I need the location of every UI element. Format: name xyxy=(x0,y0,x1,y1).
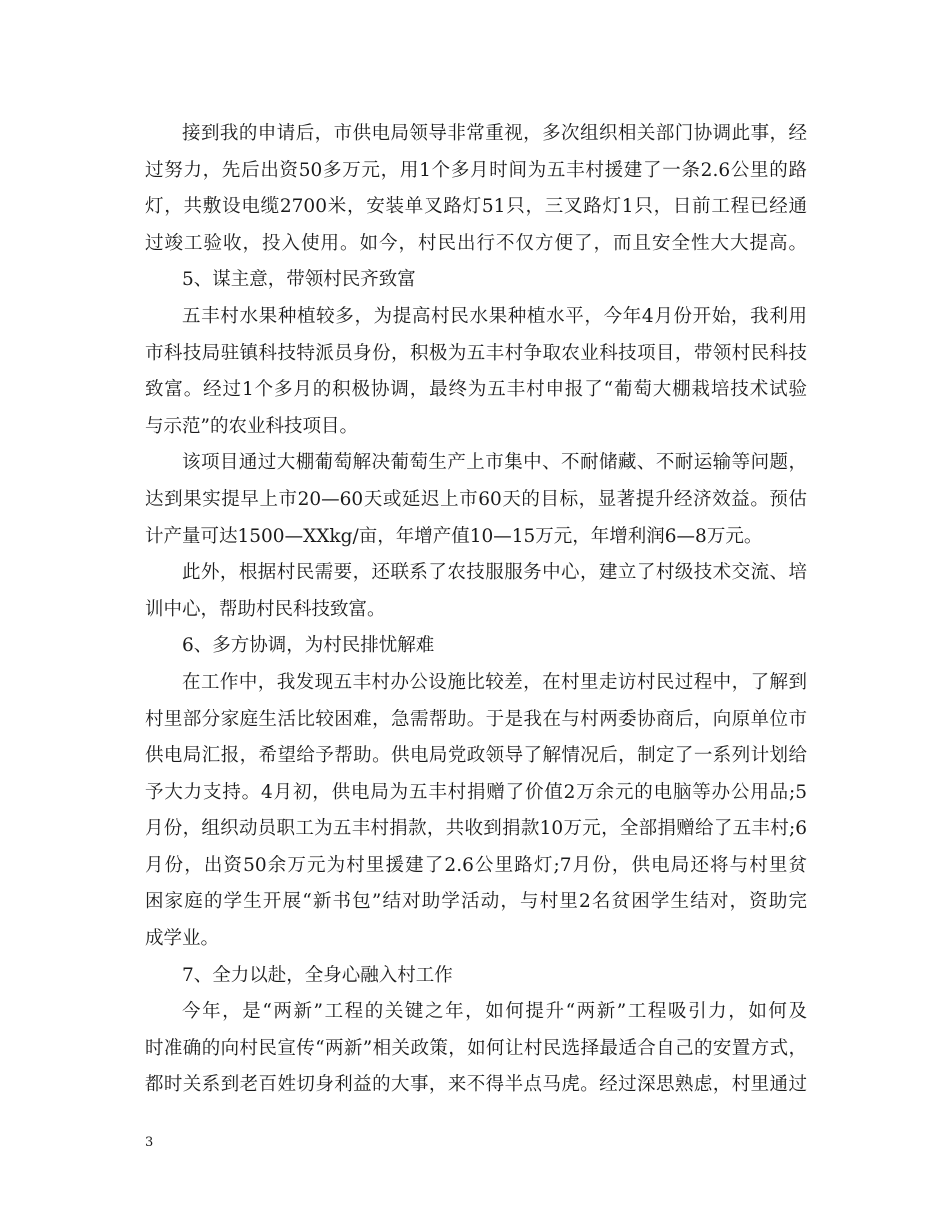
text-line: 今年，是“两新”工程的关键之年，如何提升“两新”工程吸引力，如何及 xyxy=(182,1001,807,1023)
text-line: 市科技局驻镇科技特派员身份，积极为五丰村争取农业科技项目，带领村民科技 xyxy=(145,342,807,364)
text-line: 接到我的申请后，市供电局领导非常重视，多次组织相关部门协调此事，经 xyxy=(182,123,807,144)
page-number: 3 xyxy=(145,1135,154,1150)
text-line: 成学业。 xyxy=(145,928,220,950)
text-line: 致富。经过1个多月的积极协调，最终为五丰村申报了“葡萄大棚栽培技术试验 xyxy=(145,379,807,401)
text-line: 予大力支持。4月初，供电局为五丰村捐赠了价值2万余元的电脑等办公用品;5 xyxy=(145,781,807,803)
text-line: 村里部分家庭生活比较困难，急需帮助。于是我在与村两委协商后，向原单位市 xyxy=(145,708,807,730)
text-line: 达到果实提早上市20—60天或延迟上市60天的目标，显著提升经济效益。预估 xyxy=(145,488,807,510)
text-line: 困家庭的学生开展“新书包”结对助学活动，与村里2名贫困学生结对，资助完 xyxy=(145,891,807,913)
text-line: 5、谋主意，带领村民齐致富 xyxy=(182,269,416,291)
text-line: 此外，根据村民需要，还联系了农技服服务中心，建立了村级技术交流、培 xyxy=(182,562,807,584)
text-line: 五丰村水果种植较多，为提高村民水果种植水平，今年4月份开始，我利用 xyxy=(182,305,807,327)
text-line: 过努力，先后出资50多万元，用1个多月时间为五丰村援建了一条2.6公里的路 xyxy=(145,159,807,181)
text-line: 与示范”的农业科技项目。 xyxy=(145,415,358,437)
text-line: 训中心，帮助村民科技致富。 xyxy=(145,598,386,620)
text-line: 该项目通过大棚葡萄解决葡萄生产上市集中、不耐储藏、不耐运输等问题， xyxy=(182,452,807,474)
text-line: 过竣工验收，投入使用。如今，村民出行不仅方便了，而且安全性大大提高。 xyxy=(145,232,807,254)
text-line: 6、多方协调，为村民排忧解难 xyxy=(182,635,435,657)
text-line: 在工作中，我发现五丰村办公设施比较差，在村里走访村民过程中，了解到 xyxy=(182,671,807,693)
text-line: 月份，出资50余万元为村里援建了2.6公里路灯;7月份，供电局还将与村里贫 xyxy=(145,854,807,876)
text-line: 时准确的向村民宣传“两新”相关政策，如何让村民选择最适合自己的安置方式， xyxy=(145,1037,807,1059)
text-line: 都时关系到老百姓切身利益的大事，来不得半点马虎。经过深思熟虑，村里通过 xyxy=(145,1074,807,1096)
text-line: 灯，共敷设电缆2700米，安装单叉路灯51只，三叉路灯1只，日前工程已经通 xyxy=(145,196,807,218)
text-line: 7、全力以赴，全身心融入村工作 xyxy=(182,964,453,986)
text-line: 计产量可达1500—XXkg/亩，年增产值10—15万元，年增利润6—8万元。 xyxy=(145,525,763,547)
body-text xyxy=(145,116,807,1104)
text-line: 月份，组织动员职工为五丰村捐款，共收到捐款10万元，全部捐赠给了五丰村;6 xyxy=(145,818,807,840)
text-line: 供电局汇报，希望给予帮助。供电局党政领导了解情况后，制定了一系列计划给 xyxy=(145,745,807,767)
